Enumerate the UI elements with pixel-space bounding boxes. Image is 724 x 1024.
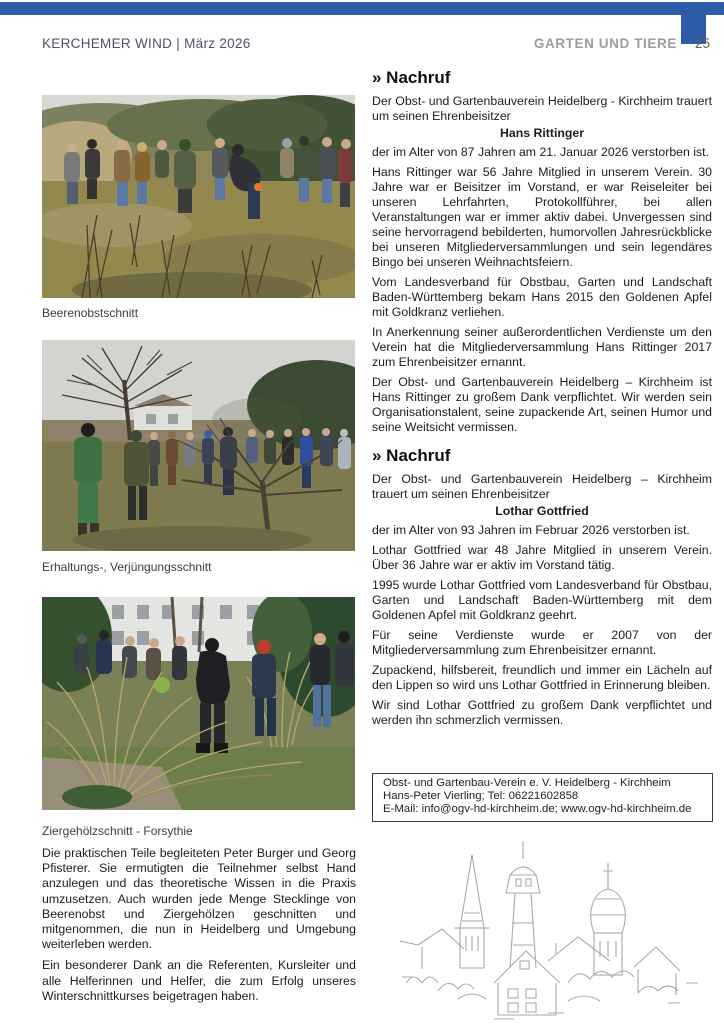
obituary-paragraph: Zupackend, hilfsbereit, freundlich und immer ein Lächeln auf den Lippen so wird uns Lothar Gottfried in Erinnerung bleiben. <box>372 663 712 692</box>
obituary-intro: Der Obst- und Gartenbauverein Heidelberg - Kirchheim trauert um seinen Ehrenbeisitzer <box>372 94 712 123</box>
page-number: 25 <box>694 36 710 51</box>
obituary-paragraph: Lothar Gottfried war 48 Jahre Mitglied in unserem Verein. Über 36 Jahre war er aktiv im Vorstand tätig. <box>372 543 712 572</box>
obituary-paragraph: In Anerkennung seiner außerordentlichen Verdienste um den Verein hat die Mitgliederversammlung Hans Rittinger 2017 zum Ehrenbeisitzer ernannt. <box>372 325 712 369</box>
photo-caption: Erhaltungs-, Verjüngungsschnitt <box>42 560 212 574</box>
man-green-jacket <box>74 423 102 537</box>
photo-verjuengungsschnitt <box>42 340 355 551</box>
obituary-paragraph: der im Alter von 87 Jahren am 21. Januar 2026 verstorben ist. <box>372 145 709 159</box>
obituary-paragraph: Vom Landesverband für Obstbau, Garten und Landschaft Baden-Württemberg bekam Hans 2015 den Goldenen Apfel mit Goldkranz verliehen. <box>372 275 712 319</box>
photo-caption: Beerenobstschnitt <box>42 306 139 320</box>
photo-caption: Ziergehölzschnitt - Forsythie <box>42 824 193 838</box>
deceased-name: Hans Rittinger <box>499 126 585 140</box>
contact-line: Hans-Peter Vierling; Tel: 06221602858 <box>383 790 579 802</box>
body-paragraph: Die praktischen Teile begleiteten Peter Burger und Georg Pfisterer. Sie ermutigten die Teilnehmer selbst Hand anzulegen und das theoretische Wissen in die Praxis umzusetzen. Auch wurden jede Menge Stecklinge von Beerenobst und Ziergehölzen geschnitten und mitgenommen, die nun in Heidelberg und Umgebung weiterleben werden. <box>42 846 356 952</box>
body-paragraph: Ein besonderer Dank an die Referenten, Kursleiter und alle Helferinnen und Helfer, die zum Erfolg unseres Winterschnittkurses beigetragen haben. <box>42 958 356 1003</box>
obituary-paragraph: 1995 wurde Lothar Gottfried vom Landesverband für Obstbau, Garten und Landschaft Baden-Württemberg mit dem Goldenen Apfel mit Goldkranz geehrt. <box>372 578 712 622</box>
magazine-title: KERCHEMER WIND | März 2026 <box>42 36 251 51</box>
top-blue-bar <box>0 2 724 15</box>
photo-beerenobstschnitt <box>42 95 355 298</box>
obituary-intro: Der Obst- und Gartenbauverein Heidelberg – Kirchheim trauert um seinen Ehrenbeisitzer <box>372 472 712 501</box>
left-body-text <box>42 846 356 1010</box>
section-title: GARTEN UND TIERE <box>533 36 677 51</box>
village-sketch <box>398 833 710 1023</box>
header-right <box>534 36 710 51</box>
obituary-paragraph: Hans Rittinger war 56 Jahre Mitglied in unserem Verein. 30 Jahre war er Beisitzer im Vorstand, er war Reiseleiter bei unseren Lehrfahrten, Protokollführer, bei allen Veranstaltungen war er immer aktiv dabei. Unvergessen sind seine hervorragend bebilderten, humorvollen Jahresrückblicke bei unseren Mitgliederversammlungen und sein legendäres Bingo bei unseren Weihnachtsfeiern. <box>372 165 712 269</box>
obituary-heading: » Nachruf <box>372 68 451 87</box>
contact-box <box>372 773 713 822</box>
contact-line: Obst- und Gartenbau-Verein e. V. Heidelberg - Kirchheim <box>383 777 671 789</box>
photo-ziergehoelzschnitt <box>42 597 355 810</box>
contact-line: E-Mail: info@ogv-hd-kirchheim.de; www.ogv-hd-kirchheim.de <box>383 803 692 815</box>
obituary-heading: » Nachruf <box>372 446 451 465</box>
obituary-paragraph: der im Alter von 93 Jahren im Februar 2026 verstorben ist. <box>372 523 690 537</box>
obituary-paragraph: Der Obst- und Gartenbauverein Heidelberg – Kirchheim ist Hans Rittinger zu großem Dank verpflichtet. Wir werden sein Organisationstalent, seine zupackende Art, seinen Humor und seine Weitsicht vermissen. <box>372 375 712 434</box>
obituary-paragraph: Für seine Verdienste wurde er 2007 von der Mitgliederversammlung zum Ehrenbeisitzer ernannt. <box>372 628 712 657</box>
right-column <box>372 70 712 733</box>
obituary-paragraph: Wir sind Lothar Gottfried zu großem Dank verpflichtet und werden ihn schmerzlich vermissen. <box>372 698 712 727</box>
deceased-name: Lothar Gottfried <box>495 504 589 518</box>
